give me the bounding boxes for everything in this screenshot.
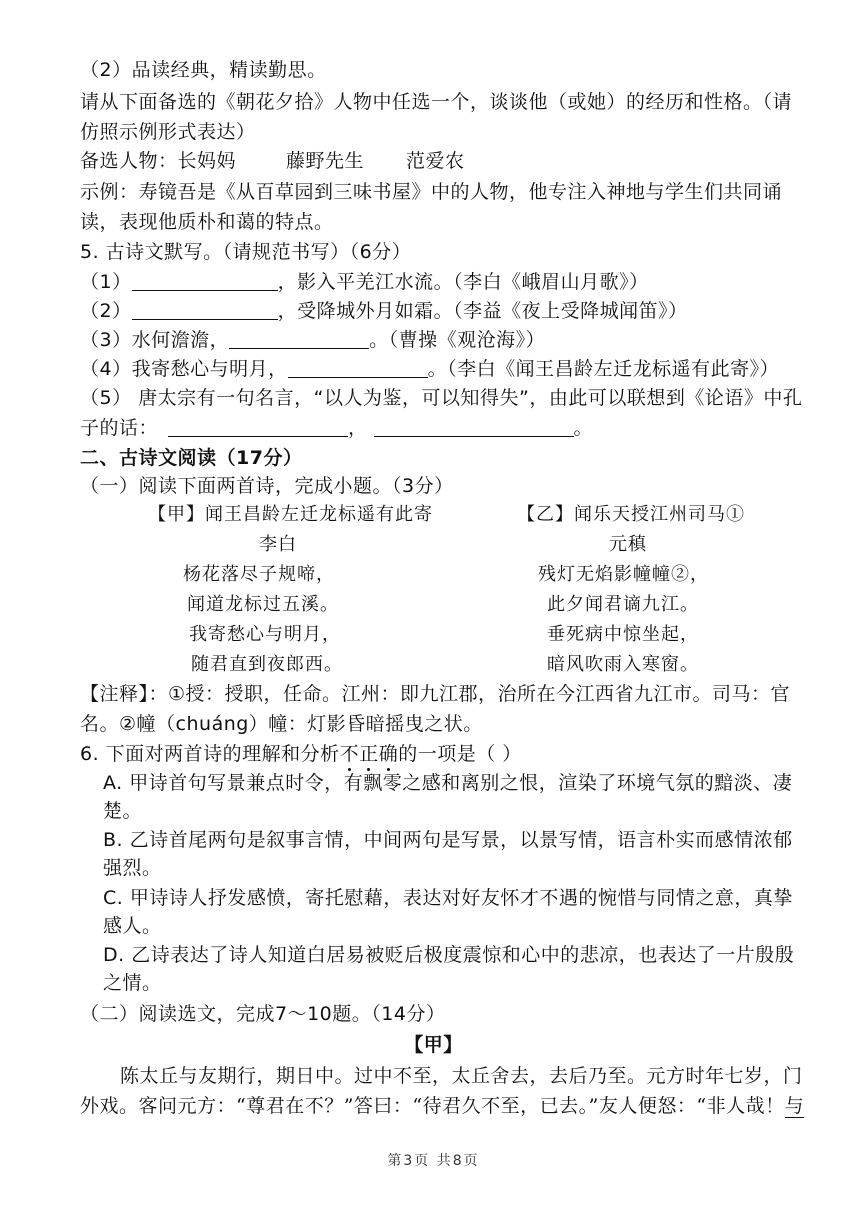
poem-b-line-3: 垂死病中惊坐起，	[547, 624, 699, 645]
q5-item-2-text: ，受降城外月如霜。（李益《夜上受降城闻笛》）	[277, 300, 688, 322]
notes-line-2: 名。②幢（chuáng）幢：灯影昏暗摇曳之状。	[80, 713, 483, 735]
q5-item-1-text: ，影入平羌江水流。（李白《峨眉山月歌》）	[277, 271, 649, 293]
q5-item-3-text-after: 。（曹操《观沧海》）	[369, 329, 546, 351]
answer-blank-5b[interactable]	[374, 418, 574, 437]
q5-item-5-line1: （5） 唐太宗有一句名言，“以人为鉴，可以知得失”，由此可以联想到《论语》中孔	[80, 387, 803, 409]
passage-a-underlined-char: 与	[784, 1095, 805, 1117]
poem-a-line-1: 杨花落尽子规啼，	[183, 564, 335, 585]
page-footer: 第3页 共8页	[387, 1153, 480, 1169]
q5-item-1	[80, 270, 649, 294]
q6-option-b-line-2[interactable]: 强烈。	[103, 857, 162, 879]
answer-blank-3[interactable]	[229, 330, 369, 349]
line-example-2: 读，表现他质朴和蔼的特点。	[80, 211, 334, 233]
q6-option-d-line-2[interactable]: 之情。	[103, 972, 162, 994]
line-task-1: 请从下面备选的《朝花夕拾》人物中任选一个，谈谈他（或她）的经历和性格。（请	[80, 91, 793, 113]
line-reading-intro: （2）品读经典，精读勤思。	[80, 59, 327, 81]
q6-option-b-line-1[interactable]: B. 乙诗首尾两句是叙事言情，中间两句是写景，以景写情，语言朴实而感情浓郁	[103, 829, 793, 851]
candidate-1: 长妈妈	[177, 150, 237, 172]
section-2-title: 二、古诗文阅读（17分）	[80, 447, 303, 469]
answer-blank-2[interactable]	[132, 301, 278, 320]
q5-item-5-comma: ，	[348, 417, 368, 439]
poem-b-line-2: 此夕闻君谪九江。	[547, 594, 699, 615]
poem-a-line-3: 我寄愁心与明月，	[189, 624, 341, 645]
q5-item-5-period: 。	[573, 417, 594, 439]
candidate-2: 藤野先生	[286, 150, 365, 172]
line-example-1: 示例：寿镜吾是《从百草园到三味书屋》中的人物，他专注入神地与学生们共同诵	[80, 181, 783, 203]
q6-option-a-line-1[interactable]: A. 甲诗首句写景兼点时令，有飘零之感和离别之恨，渲染了环境气氛的黯淡、凄	[103, 772, 793, 794]
q5-item-3	[80, 328, 545, 352]
q5-item-5-line2	[80, 416, 593, 440]
q5-item-2-num: （2）	[80, 300, 132, 322]
q5-title: 5. 古诗文默写。（请规范书写）（6分）	[80, 241, 412, 263]
q6-option-d-line-1[interactable]: D. 乙诗表达了诗人知道白居易被贬后极度震惊和心中的悲凉，也表达了一片殷殷	[103, 944, 795, 966]
passage-a-para-2	[80, 1094, 804, 1118]
candidates-label: 备选人物：	[80, 150, 178, 172]
poem-b-line-1: 残灯无焰影幢幢②，	[538, 564, 709, 585]
poem-a-title: 【甲】闻王昌龄左迁龙标遥有此寄	[148, 504, 433, 525]
q5-item-4-text-before: （4）我寄愁心与明月，	[80, 358, 288, 380]
poem-a-author: 李白	[259, 534, 297, 555]
q5-item-2	[80, 299, 688, 323]
answer-blank-1[interactable]	[132, 272, 278, 291]
section-2-sub-1: （一）阅读下面两首诗，完成小题。（3分）	[80, 475, 454, 497]
passage-a-para-1: 陈太丘与友期行，期日中。过中不至，太丘舍去，去后乃至。元方时年七岁，门	[120, 1065, 803, 1087]
poem-b-author: 元稹	[609, 534, 647, 555]
q6-option-a-line-2[interactable]: 楚。	[103, 800, 143, 822]
answer-blank-4[interactable]	[288, 359, 428, 378]
q6-stem	[80, 742, 522, 766]
candidate-3: 范爱农	[406, 150, 465, 172]
q6-option-c-line-2[interactable]: 感人。	[103, 915, 162, 937]
q6-emphasis-1: 不	[339, 743, 360, 765]
line-candidates	[80, 149, 465, 173]
q5-item-5-text-before: 子的话：	[80, 417, 159, 439]
passage-a-label: 【甲】	[404, 1034, 463, 1056]
poem-b-line-4: 暗风吹雨入寒窗。	[547, 654, 699, 675]
q6-emphasis-3: 确	[378, 743, 399, 765]
line-task-2: 仿照示例形式表达）	[80, 121, 256, 143]
q6-emphasis-2: 正	[359, 743, 379, 765]
q6-stem-text: 6. 下面对两首诗的理解和分析	[80, 743, 340, 765]
q5-item-4	[80, 357, 779, 381]
section-2-sub-2: （二）阅读选文，完成7～10题。（14分）	[80, 1003, 446, 1025]
q5-item-3-text-before: （3）水何澹澹，	[80, 329, 230, 351]
q6-stem-end: 的一项是（ ）	[398, 743, 522, 765]
poem-a-line-2: 闻道龙标过五溪。	[187, 594, 339, 615]
q6-option-c-line-1[interactable]: C. 甲诗诗人抒发感愤，寄托慰藉，表达对好友怀才不遇的惋惜与同情之意，真挚	[103, 887, 793, 909]
q5-item-4-text-after: 。（李白《闻王昌龄左迁龙标遥有此寄》）	[427, 358, 780, 380]
answer-blank-5a[interactable]	[168, 418, 348, 437]
q5-item-1-num: （1）	[80, 271, 132, 293]
notes-line-1: 【注释】：①授：授职，任命。江州：即九江郡，治所在今江西省九江市。司马：官	[80, 683, 791, 705]
poem-a-line-4: 随君直到夜郎西。	[191, 654, 343, 675]
passage-a-para-2-text: 外戏。客问元方：“尊君在不？”答曰：“待君久不至，已去。”友人便怒：“非人哉！	[80, 1095, 785, 1117]
poem-b-title: 【乙】闻乐天授江州司马①	[517, 504, 745, 525]
